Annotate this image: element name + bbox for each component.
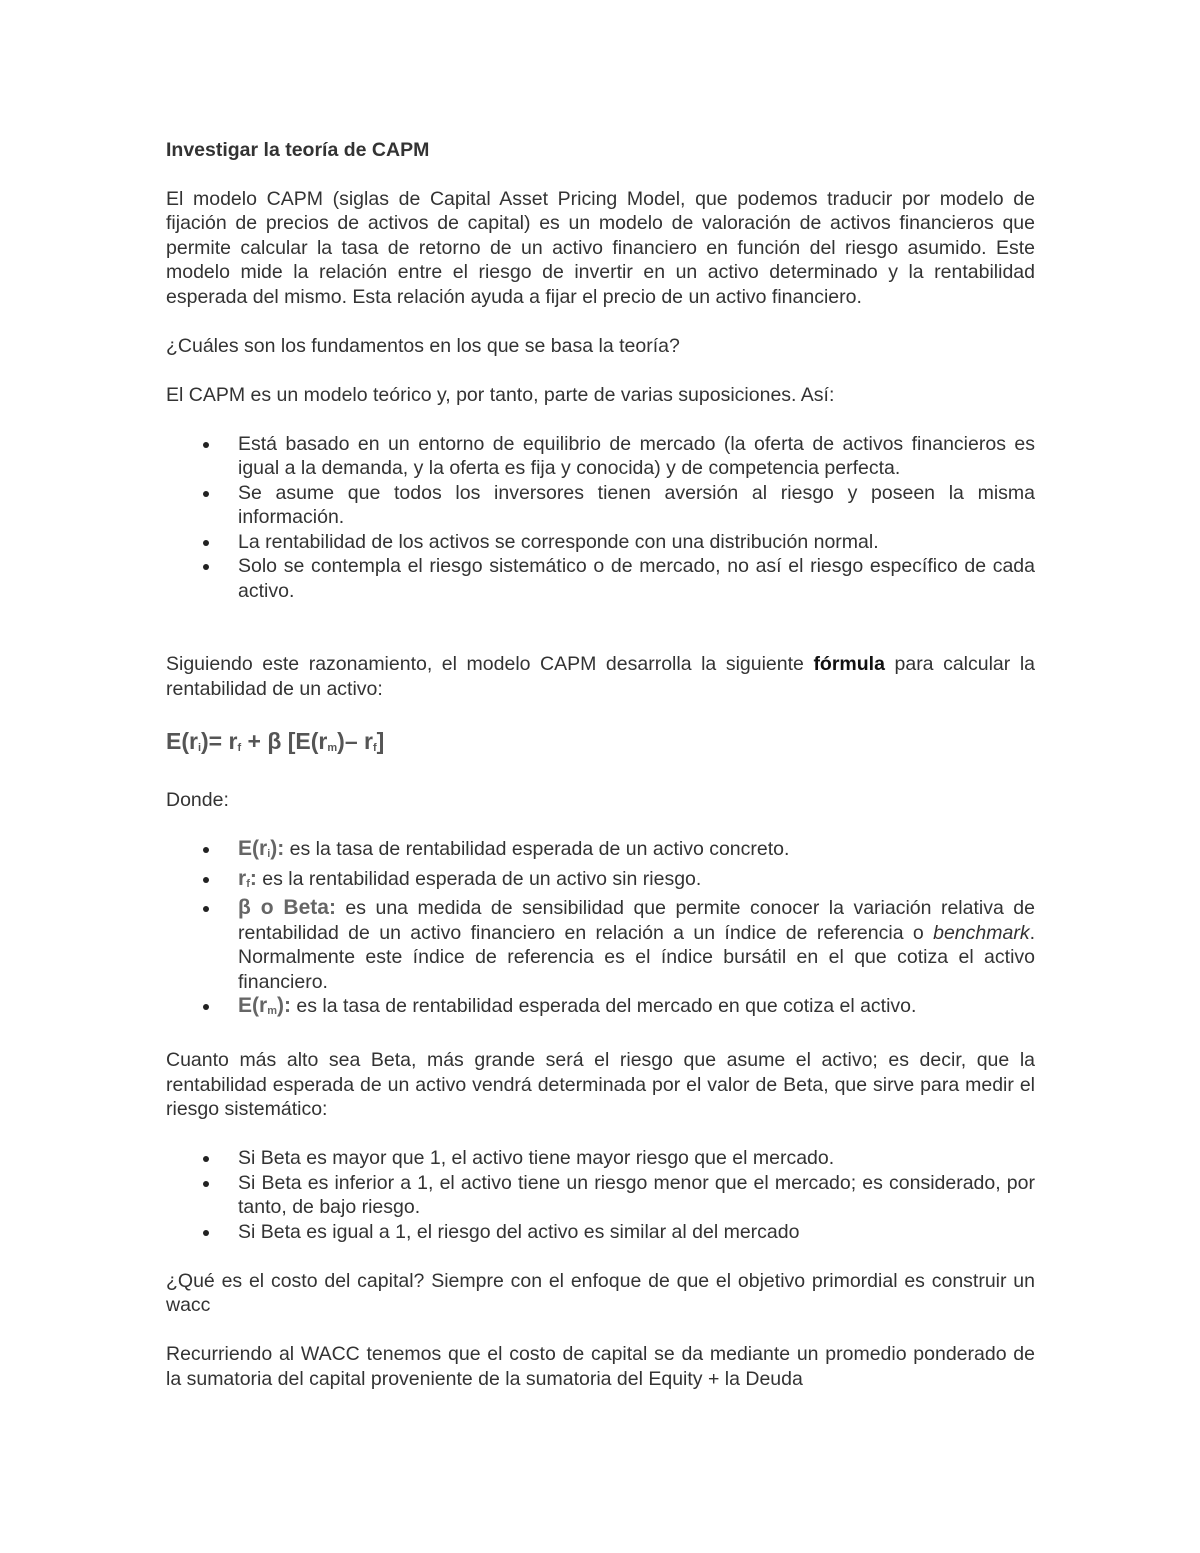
definition-text: es la tasa de rentabilidad esperada de un activo concreto. xyxy=(284,838,790,860)
fundamentals-question: ¿Cuáles son los fundamentos en los que se basa la teoría? xyxy=(166,334,680,357)
formula-sub: f xyxy=(237,742,242,754)
list-item: Está basado en un entorno de equilibrio de mercado (la oferta de activos financieros es igual a la demanda, y la oferta es fija y conocida) y de competencia perfecta. xyxy=(238,432,1035,479)
list-item xyxy=(238,837,1035,867)
list-item: Si Beta es inferior a 1, el activo tiene un riesgo menor que el mercado; es considerado, por tanto, de bajo riesgo. xyxy=(238,1171,1035,1218)
list-item xyxy=(238,867,1035,897)
beta-explanation: Cuanto más alto sea Beta, más grande será el riesgo que asume el activo; es decir, que la rentabilidad esperada de un activo vendrá determinada por el valor de Beta, que sirve para medir el riesgo sistemático: xyxy=(166,1049,1035,1120)
formula-sub: i xyxy=(197,742,202,754)
formula-intro-bold: fórmula xyxy=(813,653,885,675)
list-item: Si Beta es igual a 1, el riesgo del activo es similar al del mercado xyxy=(238,1220,1035,1245)
formula-part: ] xyxy=(376,728,385,754)
donde-label: Donde: xyxy=(166,789,229,811)
term-sub: m xyxy=(267,1005,277,1017)
term-end: : xyxy=(249,866,257,890)
definition-term: β o Beta: xyxy=(238,896,336,919)
definition-text: es una medida de sensibilidad que permite conocer la variación relativa de rentabilidad de un activo financiero en relación a un índice de referencia o xyxy=(238,897,1035,944)
definition-text: es la rentabilidad esperada de un activo sin riesgo. xyxy=(256,867,702,890)
intro-paragraph: El modelo CAPM (siglas de Capital Asset Pricing Model, que podemos traducir por modelo de fijación de precios de activos de capital) es un modelo de valoración de activos financieros que permite calcular la tasa de retorno de un activo financiero en función del riesgo asumido. Este modelo mide la relación entre el riesgo de invertir en un activo determinado y la rentabilidad esperada del mismo. Esta relación ayuda a fijar el precio de un activo financiero. xyxy=(166,187,1035,308)
assumptions-list xyxy=(166,432,1035,604)
list-item: Si Beta es mayor que 1, el activo tiene mayor riesgo que el mercado. xyxy=(238,1146,1035,1171)
formula-sub: f xyxy=(372,742,377,754)
formula-part: E(r xyxy=(166,728,198,754)
document-title: Investigar la teoría de CAPM xyxy=(166,139,430,161)
definition-text: es la tasa de rentabilidad esperada del mercado en que cotiza el activo. xyxy=(290,995,917,1017)
formula-part: + β [E(r xyxy=(247,728,328,754)
term-sub: i xyxy=(267,848,271,860)
list-item xyxy=(238,994,1035,1024)
capm-formula xyxy=(166,727,1035,762)
formula-intro xyxy=(166,652,1035,701)
term-sub: f xyxy=(246,877,250,890)
definition-text-after: . Normalmente este índice de referencia es el índice bursátil en el que cotiza el activo financiero. xyxy=(238,921,1035,993)
definition-italic: benchmark xyxy=(933,921,1030,944)
beta-cases-list xyxy=(166,1146,1035,1244)
assumptions-intro: El CAPM es un modelo teórico y, por tanto, parte de varias suposiciones. Así: xyxy=(166,383,835,406)
list-item xyxy=(238,896,1035,994)
definitions-list xyxy=(166,837,1035,1024)
formula-part: )– r xyxy=(337,728,373,754)
formula-intro-after: para calcular la rentabilidad de un activo: xyxy=(166,653,1035,700)
wacc-paragraph: Recurriendo al WACC tenemos que el costo de capital se da mediante un promedio ponderado de la sumatoria del capital proveniente de la sumatoria del Equity + la Deuda xyxy=(166,1343,1035,1390)
term-end: ): xyxy=(276,994,291,1017)
term-text: r xyxy=(238,866,247,890)
definition-term xyxy=(238,994,291,1017)
list-item: Solo se contempla el riesgo sistemático o de mercado, no así el riesgo específico de cada activo. xyxy=(238,555,1035,602)
definition-term xyxy=(238,837,284,860)
capital-question: ¿Qué es el costo del capital? Siempre con el enfoque de que el objetivo primordial es construir un wacc xyxy=(166,1269,1035,1316)
formula-part: )= r xyxy=(201,728,238,754)
list-item: Se asume que todos los inversores tienen aversión al riesgo y poseen la misma información. xyxy=(238,481,1035,528)
definition-term xyxy=(238,867,257,890)
term-text: E(r xyxy=(238,837,268,860)
term-text: E(r xyxy=(238,994,268,1017)
term-end: ): xyxy=(270,837,285,860)
formula-sub: m xyxy=(327,742,338,754)
formula-intro-before: Siguiendo este razonamiento, el modelo CAPM desarrolla la siguiente xyxy=(166,653,814,675)
list-item: La rentabilidad de los activos se corresponde con una distribución normal. xyxy=(238,530,1035,555)
